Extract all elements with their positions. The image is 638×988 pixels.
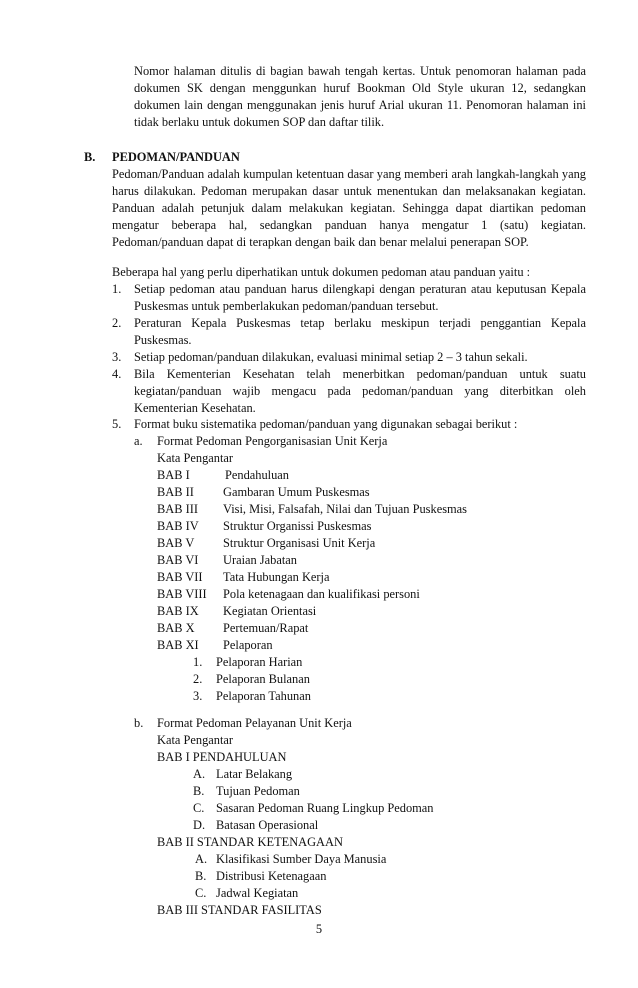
sub-item-number: B. [195,869,207,883]
chapter-label: BAB II [157,485,194,499]
chapter-title: Pendahuluan [225,468,290,482]
chapter-title: Struktur Organisasi Unit Kerja [223,536,376,550]
list-item-text: Bila Kementerian Kesehatan telah menerbitkan pedoman/panduan untuk suatu kegiatan/panduan wajib mengacu pada pedoman/panduan yang diterbitkan oleh Kementerian Kesehatan. [134,367,586,415]
list-item-text: Setiap pedoman/panduan dilakukan, evaluasi minimal setiap 2 – 3 tahun sekali. [134,350,528,364]
sub-item-number: 2. [193,672,203,686]
list-item-text: Peraturan Kepala Puskesmas tetap berlaku meskipun terjadi penggantian Kepala Puskesmas. [134,316,586,347]
chapter-title: Struktur Organissi Puskesmas [223,519,372,533]
page-number: 5 [315,922,323,936]
kata-pengantar: Kata Pengantar [157,733,234,747]
intro-paragraph: Nomor halaman ditulis di bagian bawah tengah kertas. Untuk penomoran halaman pada dokumen SK dengan menggunkan huruf Bookman Old Style ukuran 12, sedangkan dokumen lain dengan menggunakan jenis huruf Arial ukuran 11. Penomoran halaman ini tidak berlaku untuk dokumen SOP dan daftar tilik. [134,64,586,129]
format-a-title: Format Pedoman Pengorganisasian Unit Kerja [157,434,388,448]
sub-item-number: 3. [193,689,203,703]
sub-item-number: A. [195,852,208,866]
sub-item-text: Jadwal Kegiatan [216,886,299,900]
chapter-title: Pola ketenagaan dan kualifikasi personi [223,587,420,601]
chapter-title: Kegiatan Orientasi [223,604,317,618]
chapter-label: BAB I [157,468,190,482]
sub-item-text: Pelaporan Bulanan [216,672,310,686]
kata-pengantar: Kata Pengantar [157,451,234,465]
sub-item-text: Batasan Operasional [216,818,319,832]
section-letter: B. [84,150,96,164]
chapter-title: Uraian Jabatan [223,553,297,567]
chapter-label: BAB IV [157,519,199,533]
sub-item-number: D. [193,818,206,832]
sub-item-text: Pelaporan Harian [216,655,303,669]
sub-item-number: C. [195,886,207,900]
sub-item-text: Latar Belakang [216,767,293,781]
chapter-title: Tata Hubungan Kerja [223,570,330,584]
list-item-text: Setiap pedoman atau panduan harus dilengkapi dengan peraturan atau keputusan Kepala Puskesmas untuk pemberlakukan pedoman/panduan tersebut. [134,282,586,313]
chapter-label: BAB VII [157,570,203,584]
sub-item-number: 1. [193,655,203,669]
sub-item-number: B. [193,784,205,798]
list-item-number: 3. [112,350,122,364]
chapter-title: Gambaran Umum Puskesmas [223,485,370,499]
chapter-label: BAB VIII [157,587,207,601]
format-a-letter: a. [134,434,143,448]
format-b-title: Format Pedoman Pelayanan Unit Kerja [157,716,352,730]
sub-item-number: C. [193,801,205,815]
chapter-title: Visi, Misi, Falsafah, Nilai dan Tujuan Puskesmas [223,502,467,516]
list-item-number: 1. [112,282,122,296]
sub-item-text: Distribusi Ketenagaan [216,869,327,883]
bab1-heading: BAB I PENDAHULUAN [157,750,287,764]
sub-item-text: Sasaran Pedoman Ruang Lingkup Pedoman [216,801,434,815]
list-item-number: 2. [112,316,122,330]
sub-item-number: A. [193,767,206,781]
section-heading: PEDOMAN/PANDUAN [112,150,240,164]
sub-item-text: Pelaporan Tahunan [216,689,311,703]
chapter-title: Pertemuan/Rapat [223,621,309,635]
chapter-label: BAB VI [157,553,199,567]
chapter-title: Pelaporan [223,638,273,652]
bab3-heading: BAB III STANDAR FASILITAS [157,903,322,917]
bab2-heading: BAB II STANDAR KETENAGAAN [157,835,343,849]
format-b-letter: b. [134,716,144,730]
section-paragraph: Pedoman/Panduan adalah kumpulan ketentuan dasar yang memberi arah langkah-langkah yang harus dilakukan. Pedoman merupakan dasar untuk menentukan dan melaksanakan kegiatan. Panduan adalah petunjuk dalam melakukan kegiatan. Sehingga dapat diartikan pedoman mengatur beberapa hal, sedangkan panduan hanya mengatur 1 (satu) kegiatan. Pedoman/panduan dapat di terapkan dengan baik dan benar melalui penerapan SOP. [112,167,586,249]
list-item-text: Format buku sistematika pedoman/panduan yang digunakan sebagai berikut : [134,417,518,431]
chapter-label: BAB III [157,502,198,516]
list-item-number: 5. [112,417,122,431]
sub-item-text: Tujuan Pedoman [216,784,300,798]
chapter-label: BAB V [157,536,195,550]
sub-item-text: Klasifikasi Sumber Daya Manusia [216,852,387,866]
chapter-label: BAB XI [157,638,199,652]
list-item-number: 4. [112,367,122,381]
chapter-label: BAB X [157,621,195,635]
chapter-label: BAB IX [157,604,199,618]
list-intro: Beberapa hal yang perlu diperhatikan untuk dokumen pedoman atau panduan yaitu : [112,265,531,279]
